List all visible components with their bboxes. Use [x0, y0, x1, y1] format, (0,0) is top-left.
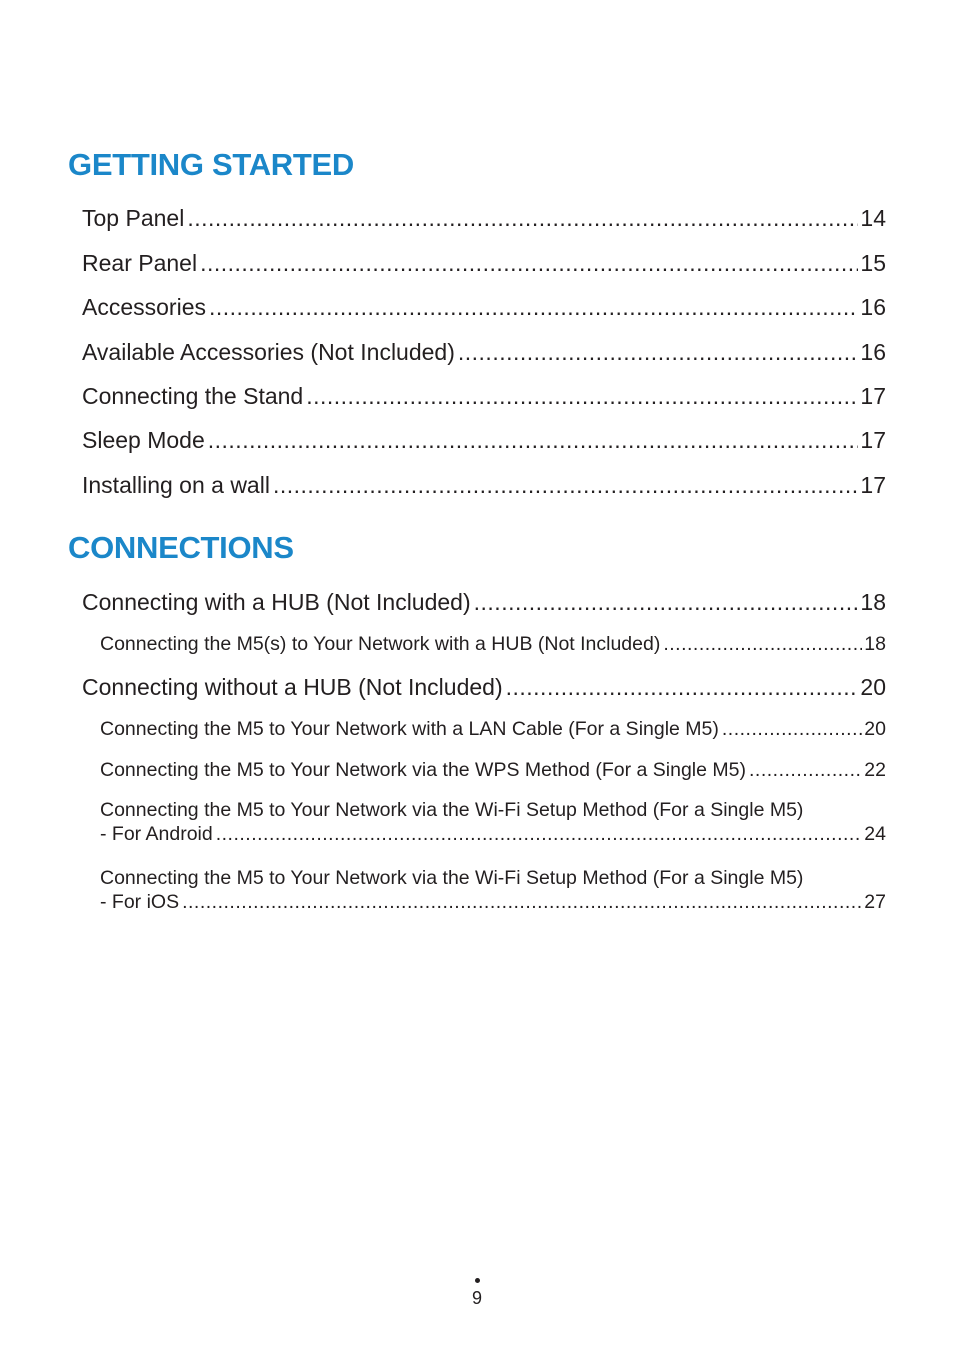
toc-entry-top-panel[interactable]	[82, 205, 886, 232]
toc-subentry-wifi-setup-android[interactable]	[100, 799, 886, 846]
toc-subentry-lan-cable[interactable]	[100, 718, 886, 741]
toc-entry-title: Connecting the M5 to Your Network with a LAN Cable (For a Single M5)	[100, 718, 719, 740]
toc-entry-title-continued: - For Android	[100, 823, 213, 845]
toc-entry-accessories[interactable]	[82, 294, 886, 321]
toc-entry-title: Connecting the M5(s) to Your Network with a HUB (Not Included)	[100, 633, 661, 655]
toc-page-number: 22	[864, 759, 886, 781]
toc-page-number: 17	[860, 472, 886, 498]
toc-entry-title-continued: - For iOS	[100, 891, 180, 913]
toc-leader-dots	[182, 891, 862, 914]
toc-entry-title: Accessories	[82, 294, 206, 320]
toc-entry-title: Connecting the M5 to Your Network via the Wi-Fi Setup Method (For a Single M5)	[100, 799, 804, 821]
toc-leader-dots	[200, 250, 858, 277]
toc-entry-title: Connecting with a HUB (Not Included)	[82, 589, 471, 615]
toc-page-number: 16	[860, 339, 886, 365]
toc-page-number: 27	[864, 891, 886, 913]
toc-page-number: 17	[860, 427, 886, 453]
page-number: 9	[471, 1288, 482, 1308]
toc-entry-title: Available Accessories (Not Included)	[82, 339, 455, 365]
toc-page-number: 16	[860, 294, 886, 320]
toc-entry-title: Connecting the Stand	[82, 383, 304, 409]
toc-entry-connecting-with-hub[interactable]	[82, 589, 886, 616]
toc-subentry-wps-method[interactable]	[100, 759, 886, 782]
toc-page-number: 20	[864, 718, 886, 740]
toc-leader-dots	[506, 674, 859, 701]
toc-leader-dots	[722, 718, 862, 741]
toc-entry-available-accessories[interactable]	[82, 339, 886, 366]
toc-page-number: 14	[860, 205, 886, 231]
toc-subentry-m5s-network-with-hub[interactable]	[100, 633, 886, 656]
toc-leader-dots	[306, 383, 858, 410]
toc-leader-dots	[209, 294, 858, 321]
toc-page-number: 15	[860, 250, 886, 276]
toc-entry-title: Sleep Mode	[82, 427, 205, 453]
page-footer	[0, 1278, 954, 1307]
toc-page-number: 20	[860, 674, 886, 700]
toc-entry-connecting-without-hub[interactable]	[82, 674, 886, 701]
toc-page-number: 17	[860, 383, 886, 409]
toc-leader-dots	[208, 427, 859, 454]
toc-entry-title: Top Panel	[82, 205, 185, 231]
section-heading-getting-started: GETTING STARTED	[68, 147, 354, 182]
bullet-icon	[475, 1278, 480, 1283]
toc-entry-title: Installing on a wall	[82, 472, 270, 498]
toc-page-number: 18	[860, 589, 886, 615]
toc-entry-title: Connecting the M5 to Your Network via the Wi-Fi Setup Method (For a Single M5)	[100, 867, 804, 889]
toc-leader-dots	[273, 472, 858, 499]
toc-leader-dots	[749, 759, 862, 782]
toc-entry-sleep-mode[interactable]	[82, 427, 886, 454]
toc-entry-title: Rear Panel	[82, 250, 198, 276]
section-heading-connections: CONNECTIONS	[68, 530, 294, 565]
toc-leader-dots	[458, 339, 859, 366]
toc-page-number: 24	[864, 823, 886, 845]
toc-entry-title: Connecting without a HUB (Not Included)	[82, 674, 503, 700]
toc-subentry-wifi-setup-ios[interactable]	[100, 867, 886, 914]
toc-entry-connecting-the-stand[interactable]	[82, 383, 886, 410]
toc-leader-dots	[187, 205, 858, 232]
toc-entry-title: Connecting the M5 to Your Network via the WPS Method (For a Single M5)	[100, 759, 746, 781]
toc-leader-dots	[216, 823, 863, 846]
toc-page-number: 18	[864, 633, 886, 655]
toc-leader-dots	[663, 633, 862, 656]
toc-leader-dots	[474, 589, 859, 616]
toc-entry-installing-on-a-wall[interactable]	[82, 472, 886, 499]
toc-entry-rear-panel[interactable]	[82, 250, 886, 277]
